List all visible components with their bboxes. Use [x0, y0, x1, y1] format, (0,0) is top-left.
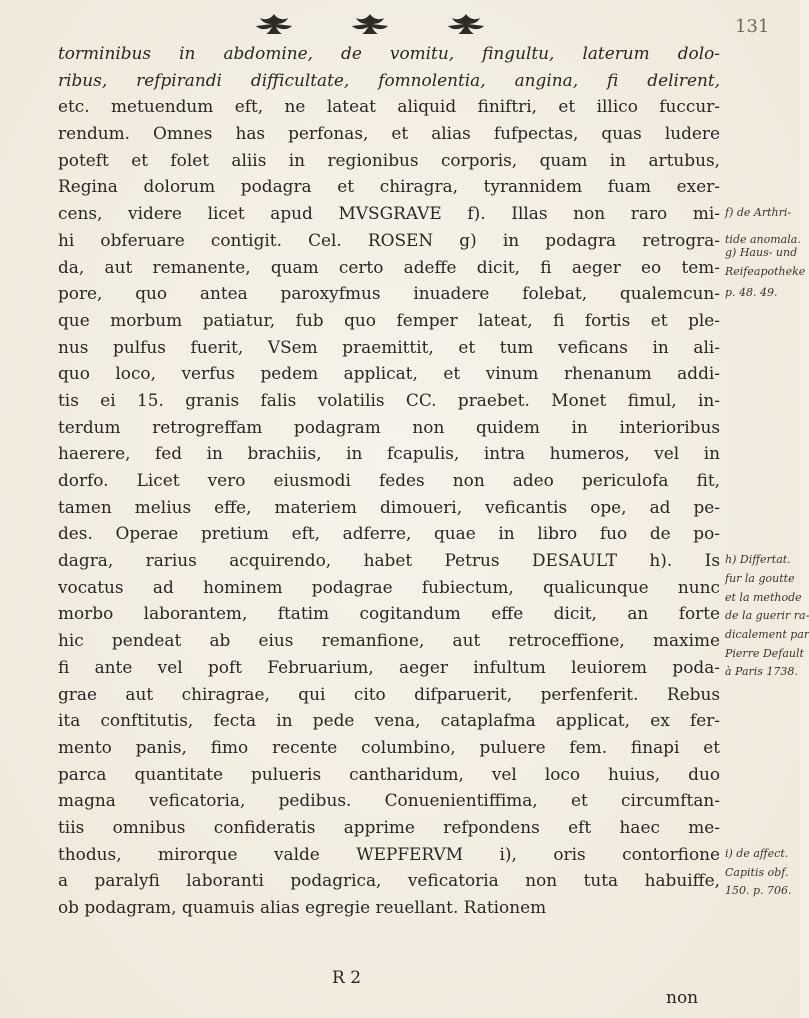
text-line: ita conftitutis, fecta in pede vena, cataplafma applicat, ex fer- — [58, 710, 720, 731]
text-line: ob podagram, quamuis alias egregie reuellant. Rationem — [58, 897, 547, 917]
text-line: terdum retrogreffam podagram non quidem in interioribus — [58, 416, 720, 437]
text-line: que morbum patiatur, fub quo femper lateat, fi fortis et ple- — [58, 309, 720, 330]
text-line: haerere, fed in brachiis, in fcapulis, intra humeros, vel in — [58, 443, 720, 464]
margin-note: f) de Arthri- — [725, 206, 792, 220]
text-line: nus pulfus fuerit, VSem praemittit, et tum veficans in ali- — [58, 336, 720, 357]
margin-note: et la methode — [725, 590, 802, 604]
text-line: dagra, rarius acquirendo, habet Petrus DESAULT h). Is — [58, 550, 720, 571]
margin-note: Reifeapotheke — [725, 264, 806, 278]
text-line: quo loco, verfus pedem applicat, et vinum rhenanum addi- — [58, 363, 720, 384]
body-text — [58, 40, 720, 921]
text-line: parca quantitate pulueris cantharidum, vel loco huius, duo — [58, 763, 720, 784]
text-line: tamen melius effe, materiem dimoueri, veficantis ope, ad pe- — [58, 496, 720, 517]
text-line: tiis omnibus confideratis apprime refpondens eft haec me- — [58, 816, 720, 837]
signature-mark: R 2 — [332, 968, 362, 988]
text-line: mento panis, fimo recente columbino, puluere fem. finapi et — [58, 736, 720, 757]
fleuron-icon — [250, 12, 298, 36]
margin-note: 150. p. 706. — [725, 884, 792, 898]
text-line: grae aut chiragrae, qui cito difparuerit, perfenferit. Rebus — [58, 683, 720, 704]
margin-note: i) de affect. — [725, 847, 789, 860]
margin-note: de la guerir ra- — [725, 609, 809, 623]
text-line: pore, quo antea paroxyfmus inuadere folebat, qualemcun- — [58, 283, 720, 304]
text-line: morbo laborantem, ftatim cogitandum effe dicit, an forte — [58, 603, 720, 624]
text-line: magna veficatoria, pedibus. Conuenientiffima, et circumftan- — [58, 790, 720, 811]
text-line: cens, videre licet apud MVSGRAVE f). Illas non raro mi- — [58, 203, 720, 224]
text-line: da, aut remanente, quam certo adeffe dicit, fi aeger eo tem- — [58, 256, 720, 277]
margin-note: g) Haus- und — [725, 246, 798, 260]
text-line: poteft et folet aliis in regionibus corporis, quam in artubus, — [58, 149, 720, 170]
margin-note: fur la goutte — [725, 571, 795, 585]
margin-note: h) Differtat. — [725, 553, 791, 567]
text-line: thodus, mirorque valde WEPFERVM i), oris contorfione — [58, 843, 720, 864]
margin-note: Pierre Default — [725, 646, 804, 660]
margin-note: p. 48. 49. — [725, 286, 778, 300]
margin-note: dicalement par — [725, 628, 809, 642]
text-line: rendum. Omnes has perfonas, et alias fufpectas, quas ludere — [58, 123, 720, 144]
margin-note: à Paris 1738. — [725, 665, 798, 679]
text-line: a paralyfi laboranti podagrica, veficatoria non tuta habuiffe, — [58, 870, 720, 891]
text-line: ribus, refpirandi difficultate, fomnolentia, angina, fi delirent, — [58, 69, 720, 90]
text-line: des. Operae pretium eft, adferre, quae in libro fuo de po- — [58, 523, 720, 544]
text-line: Regina dolorum podagra et chiragra, tyrannidem fuam exer- — [58, 176, 720, 197]
text-line: etc. metuendum eft, ne lateat aliquid finiftri, et illico fuccur- — [58, 96, 720, 117]
text-line: dorfo. Licet vero eiusmodi fedes non adeo periculofa fit, — [58, 470, 720, 490]
text-line: tis ei 15. granis falis volatilis CC. praebet. Monet fimul, in- — [58, 389, 720, 410]
text-line: hic pendeat ab eius remanfione, aut retroceffione, maxime — [58, 630, 720, 651]
fleuron-icon — [442, 12, 490, 36]
margin-note: Capitis obf. — [725, 865, 789, 879]
text-line: hi obferuare contigit. Cel. ROSEN g) in podagra retrogra- — [58, 229, 720, 250]
text-line: torminibus in abdomine, de vomitu, fingultu, laterum dolo- — [58, 43, 720, 63]
catchword: non — [666, 988, 699, 1008]
margin-note: tide anomala. — [725, 232, 801, 246]
text-line: fi ante vel poft Februarium, aeger infultum leuiorem poda- — [58, 656, 720, 677]
header-ornaments — [250, 12, 490, 36]
page-number: 131 — [735, 16, 770, 37]
fleuron-icon — [346, 12, 394, 36]
text-line: vocatus ad hominem podagrae fubiectum, qualicunque nunc — [58, 576, 720, 597]
